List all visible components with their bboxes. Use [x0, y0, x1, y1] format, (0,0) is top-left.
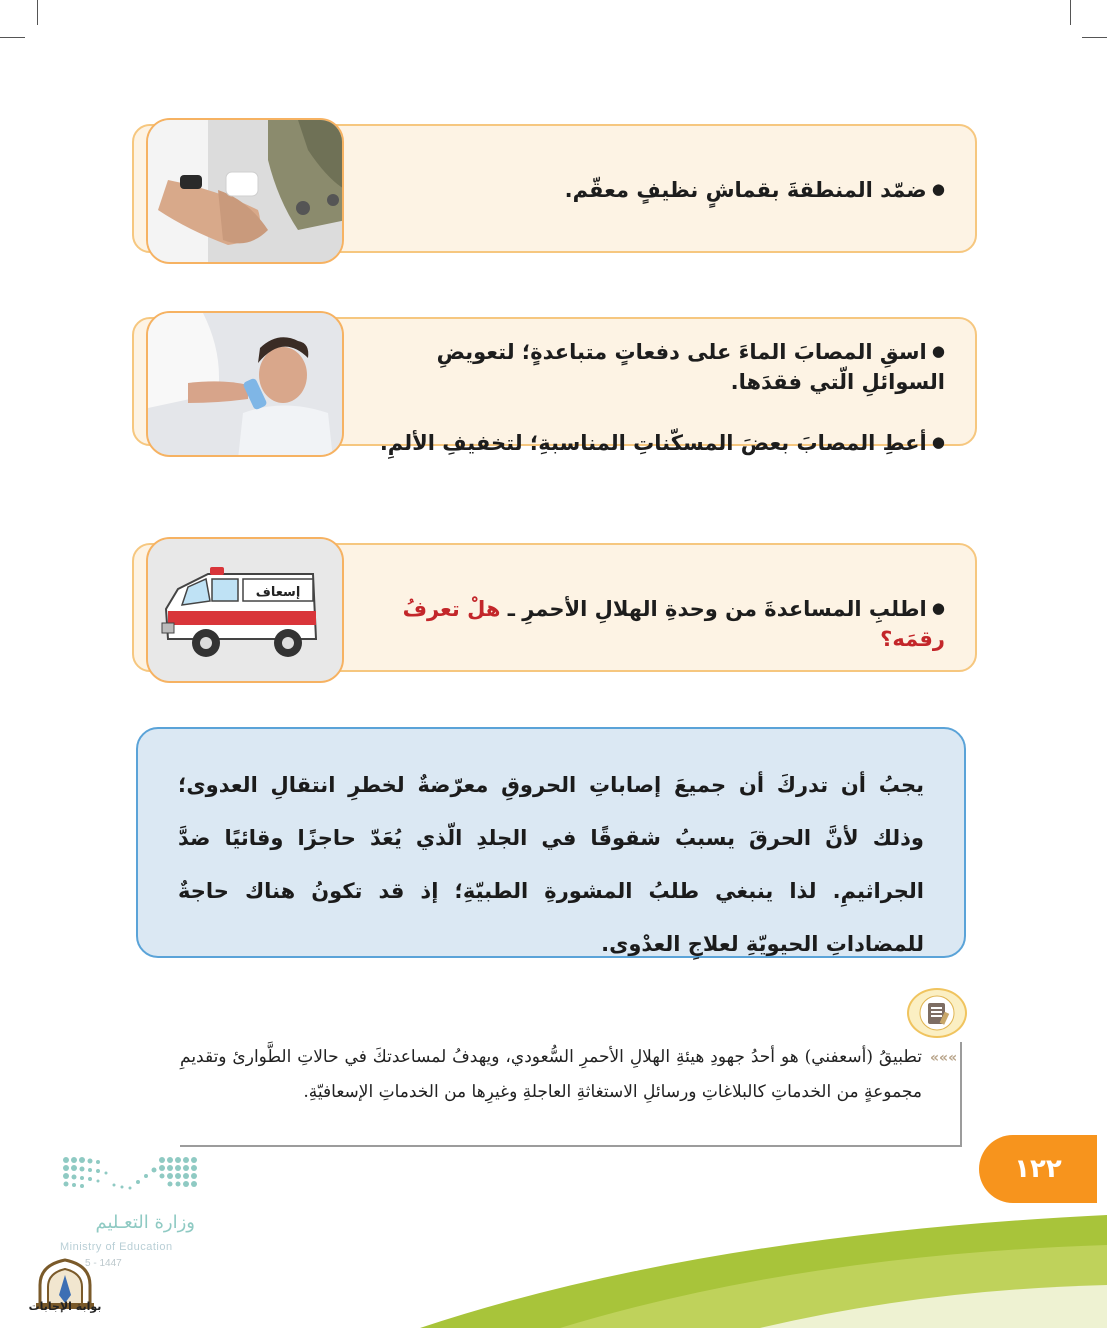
ambulance-label: إسعاف — [255, 585, 301, 600]
step-2-line-1: ● اسقِ المصابَ الماءَ على دفعاتٍ متباعدةٍ؛ لتعويضِ السوائلِ الّتي فقدَها. — [359, 336, 945, 397]
crop-mark — [1082, 37, 1107, 38]
notepad-icon — [907, 988, 967, 1038]
ambulance-illustration — [146, 537, 344, 683]
answers-portal-logo-icon — [28, 1255, 103, 1325]
step-3-question: هلْ تعرفُ رقمَه؟ — [402, 597, 945, 651]
info-box — [136, 727, 966, 958]
step-1-line-1: ● ضمّد المنطقةَ بقماشٍ نظيفٍ معقّم. — [359, 174, 945, 205]
step-card-1 — [132, 124, 977, 253]
step-2-text — [359, 336, 945, 458]
crop-mark — [37, 0, 38, 25]
note-text: تطبيقُ (أسعفني) هو أحدُ جهودِ هيئةِ الهلالِ الأحمرِ السُّعودي، ويهدفُ لمساعدتكَ في حالاتِ الطَّوارئ وتقديمِ مجموعةٍ من الخدماتِ كالبلاغاتِ ورسائلِ الاستغاثةِ العاجلةِ وغيرِها من الخدماتِ الإسعافيّةِ. — [180, 1047, 922, 1102]
step-3-line — [359, 593, 945, 654]
answers-portal-text: بوابة الإجابات — [28, 1300, 102, 1313]
step-card-2 — [132, 317, 977, 455]
step-3-instruction: اطلبِ المساعدةَ من وحدةِ الهلالِ الأحمرِ ـ — [507, 597, 927, 621]
step-1-text — [359, 174, 945, 205]
page-number: ١٢٢ — [979, 1135, 1097, 1203]
crop-mark — [1070, 0, 1071, 25]
bandaged-wrist-photo — [146, 118, 344, 264]
note-bullet-icon: ««« — [930, 1050, 958, 1066]
girl-drinking-water-photo — [146, 311, 344, 457]
ministry-year: 5 - 1447 — [85, 1258, 122, 1269]
ministry-name-english: Ministry of Education — [60, 1241, 173, 1253]
step-3-text — [359, 593, 945, 654]
step-2-line-2: ● أعطِ المصابَ بعضَ المسكّناتِ المناسبةِ؛ لتخفيفِ الألمِ. — [359, 427, 945, 458]
ministry-name-arabic: وزارة التعـليم — [95, 1212, 195, 1233]
step-card-3 — [132, 543, 977, 672]
info-box-text: يجبُ أن تدركَ أن جميعَ إصاباتِ الحروقِ معرّضةٌ لخطرِ انتقالِ العدوى؛ وذلك لأنَّ الحرقَ يسببُ شقوقًا في الجلدِ الّذي يُعَدّ حاجزًا وقائيًا ضدَّ الجراثيمِ. لذا ينبغي طلبُ المشورةِ الطبيّةِ؛ إذ قد تكونُ هناك حاجةٌ للمضاداتِ الحيويّةِ لعلاجِ العدْوى. — [178, 773, 924, 956]
crop-mark — [0, 37, 25, 38]
